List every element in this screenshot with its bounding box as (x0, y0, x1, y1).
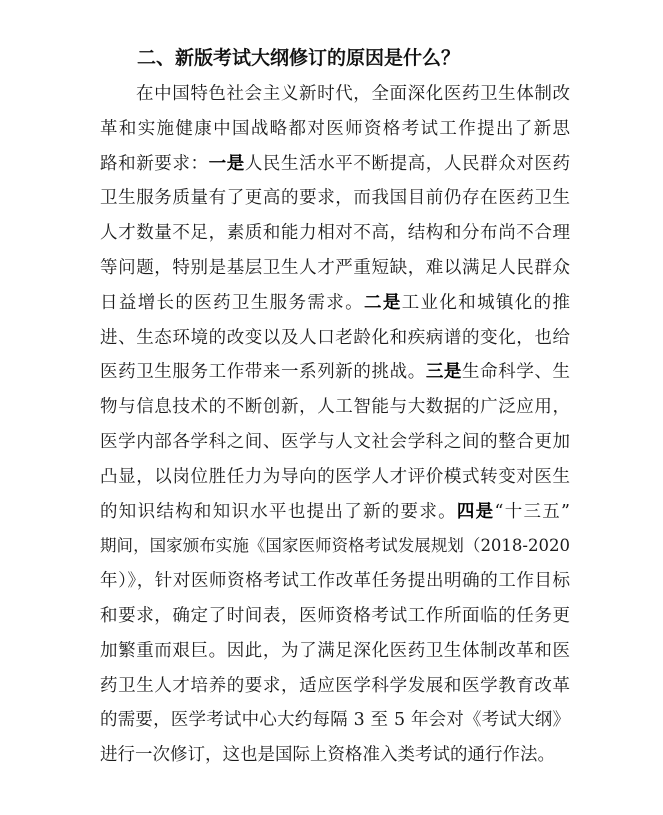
paragraph-line: 革和实施健康中国战略都对医师资格考试工作提出了新思 (100, 118, 570, 139)
line-text: 工业化和城镇化的推 (401, 292, 571, 313)
line-text: 的知识结构和知识水平也提出了新的要求。 (100, 501, 457, 522)
enumeration-label: 三是 (425, 362, 463, 383)
enumeration-label: 一是 (208, 153, 245, 174)
paragraph-line: 和要求，确定了时间表，医师资格考试工作所面临的任务更 (100, 605, 570, 626)
paragraph-line: 在中国特色社会主义新时代，全面深化医药卫生体制改 (136, 84, 570, 104)
line-text: 日益增长的医药卫生服务需求。 (100, 292, 364, 313)
paragraph-line: 加繁重而艰巨。因此，为了满足深化医药卫生体制改革和医 (100, 640, 570, 661)
paragraph-line (100, 147, 570, 182)
section-heading: 二、新版考试大纲修订的原因是什么？ (137, 47, 461, 69)
line-text: 医药卫生服务工作带来一系列新的挑战。 (100, 362, 426, 383)
paragraph-line (100, 495, 570, 530)
paragraph-line: 的需要，医学考试中心大约每隔 3 至 5 年会对《考试大纲》 (100, 710, 570, 731)
paragraph-line (100, 286, 570, 321)
line-text: 生命科学、生 (462, 362, 571, 383)
paragraph-line: 医学内部各学科之间、医学与人文社会学科之间的整合更加 (100, 431, 570, 452)
paragraph-line (100, 355, 570, 390)
paragraph-line: 物与信息技术的不断创新，人工智能与大数据的广泛应用， (100, 397, 570, 418)
paragraph-line: 卫生服务质量有了更高的要求，而我国目前仍存在医药卫生 (100, 188, 570, 209)
paragraph-line: 等问题，特别是基层卫生人才严重短缺，难以满足人民群众 (100, 257, 570, 278)
line-text: 人民生活水平不断提高，人民群众对医药 (244, 153, 571, 174)
line-text: 路和新要求： (100, 153, 209, 174)
paragraph-line: 凸显，以岗位胜任力为导向的医学人才评价模式转变对医生 (100, 466, 570, 487)
document-body (100, 77, 570, 773)
paragraph-line: 进行一次修订，这也是国际上资格准入类考试的通行作法。 (100, 745, 555, 766)
paragraph-line: 进、生态环境的改变以及人口老龄化和疾病谱的变化，也给 (100, 327, 570, 348)
paragraph-line: 期间，国家颁布实施《国家医师资格考试发展规划（2018-2020 (100, 536, 570, 556)
paragraph-line: 年）》，针对医师资格考试工作改革任务提出明确的工作目标 (100, 571, 570, 592)
enumeration-label: 二是 (363, 292, 402, 313)
enumeration-label: 四是 (456, 501, 495, 522)
paragraph-line: 人才数量不足，素质和能力相对不高，结构和分布尚不合理 (100, 223, 570, 244)
paragraph-line: 药卫生人才培养的要求，适应医学科学发展和医学教育改革 (100, 675, 570, 696)
line-text: “十三五” (494, 501, 570, 522)
